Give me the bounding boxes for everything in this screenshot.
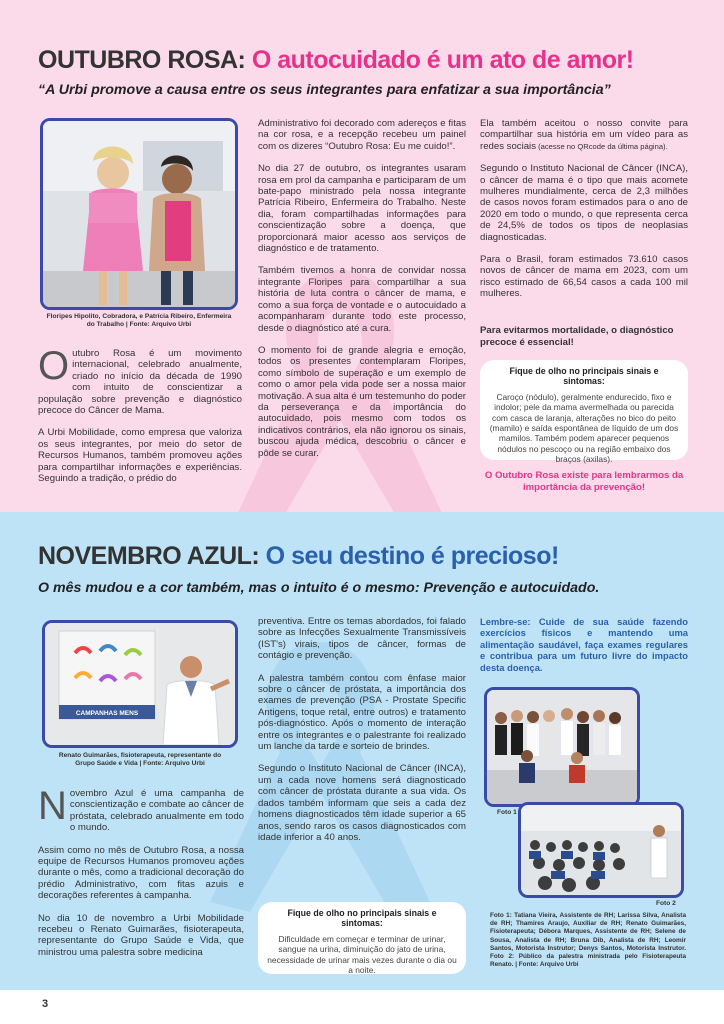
outubro-column-1: Outubro Rosa é um movimento internacional, celebrado anualmente, criado no início da década de 1990 com intuito de conscientizar a população sobre prevenção e diagnóstico precoce do Câncer de Mama. A Urbi Mobilidade, como empresa que valoriza os seus integrantes, por meio do setor de Recursos Humanos, também promoveu ações para compartilhar informações e experiências. Seguindo a tradição, o prédio do [38, 344, 242, 485]
page-footer [0, 990, 724, 1024]
banner-text: CAMPANHAS MENS [75, 710, 139, 717]
callout-title: Fique de olho no principais sinais e sintomas: [287, 908, 437, 929]
outubro-title: OUTUBRO ROSA: O autocuidado é um ato de amor! [38, 46, 634, 74]
callout-body: Dificuldade em começar e terminar de urinar, sangue na urina, diminuição do jato de urina, necessidade de urinar mais vezes durante o dia ou a noite. [267, 933, 457, 976]
photo-credits: Foto 1: Tatiana Vieira, Assistente de RH; Larissa Silva, Analista de RH; Thamires Araujo, Auxiliar de RH; Renato Guimarães, Fisioterapeuta; Débora Marques, Assistente de RH; Selene de Sousa, Analista de RH; Bruna Dib, Analista de RH; Leomir Santos, Motorista Instrutor; Denys Santos, Motorista Instrutor. Foto 2: Público da palestra ministrada pelo Fisioterapeuta Renato. | Fonte: Arquivo Urbi [490, 912, 686, 969]
novembro-photo-caption: Renato Guimarães, fisioterapeuta, representante do Grupo Saúde e Vida | Fonte: Arquivo Urbi [58, 752, 222, 768]
speaker-photo [45, 623, 235, 745]
drop-cap: O [38, 344, 70, 388]
outubro-emphasis: Para evitarmos mortalidade, o diagnóstico precoce é essencial! [480, 325, 674, 348]
drop-cap: N [38, 784, 67, 828]
page-number: 3 [42, 998, 49, 1010]
team-photo [487, 690, 637, 804]
callout-title: Fique de olho no principais sinais e sintomas: [509, 366, 659, 387]
novembro-reminder: Lembre-se: Cuide de sua saúde fazendo exercícios físicos e mantendo uma alimentação saudável, faça exames regulares e contribua para um futuro livre do impacto desta doença. [480, 616, 688, 673]
outubro-photo-caption: Floripes Hipolito, Cobradora, e Patrícia Ribeiro, Enfermeira do Trabalho | Fonte: Arquivo Urbi [46, 313, 232, 329]
outubro-symptoms-callout [480, 360, 688, 465]
two-women-photo [43, 121, 235, 307]
novembro-subtitle: O mês mudou e a cor também, mas o intuito é o mesmo: Prevenção e autocuidado. [38, 580, 600, 596]
outubro-column-2: Administrativo foi decorado com adereços e fitas na cor rosa, e a recepção recebeu um painel com os dizeres “Outubro Rosa: Eu me cuido!”. No dia 27 de outubro, os integrantes usaram rosa em prol da campanha e participaram de um bate-papo ministrado pela nossa integrante Patrícia Ribeiro, Enfermeira do Trabalho. Neste dia, foram compartilhadas informações para conscientização sobre a doença, que proporcionará maior acesso aos serviços de diagnóstico e de tratamento. Também tivemos a honra de convidar nossa integrante Floripes para compartilhar a sua história de luta contra o câncer de mama, e como a sua força de vontade e o autocuidado a acompanharam durante todo este processo, desde o diagnóstico até a cura. O momento foi de grande alegria e emoção, todos os presentes contemplaram Floripes, como símbolo de superação e um exemplo de como o amor pela vida pode ser a nossa maior motivação. A sua alta é um testemunho do poder da perseverança e da importância do autocuidado, pois mesmo com todos os indicativos contrários, ela não ignorou os sinais, buscou ajuda médica, descobriu o câncer e pôde se curar. [258, 118, 466, 459]
outubro-column-3: Ela também aceitou o nosso convite para compartilhar sua história em um vídeo para as redes sociais (acesse no QRcode da última página). Segundo o Instituto Nacional de Câncer (INCA), o câncer de mama é o tipo que mais acomete mulheres mundialmente, cerca de 2,3 milhões de casos novos foram estimados para o ano de 2020 em todo o mundo, o que representa cerca de 24,5% de todos os tipos de neoplasias diagnosticadas. Para o Brasil, foram estimados 73.610 casos novos de câncer de mama em 2023, com um risco estimado de 66,54 casos a cada 100 mil mulheres. [480, 118, 688, 300]
novembro-title: NOVEMBRO AZUL: O seu destino é precioso! [38, 542, 559, 570]
foto-1-label: Foto 1 [497, 809, 517, 816]
novembro-photo-1 [484, 687, 640, 807]
novembro-photo [42, 620, 238, 748]
novembro-photo-2 [518, 802, 684, 898]
novembro-column-2: preventiva. Entre os temas abordados, foi falado sobre as Infecções Sexualmente Transmissíveis (IST's) virais, tipos de câncer, formas de contágio e prevenção. A palestra também contou com ênfase maior sobre o câncer de próstata, a importância dos exames de prevenção (PSA - Prostate Specific Antigens, toque retal, entre outros) e tratamento pós-diagnóstico. Após o momento de interação entre os integrantes e o palestrante foi realizado um lanche da tarde e sorteio de brindes. Segundo o Instituto Nacional de Câncer (INCA), um a cada nove homens será diagnosticado com câncer de próstata durante a sua vida. Os dados também informam que seis a cada dez homens diagnosticados têm idade superior a 65 anos, sendo raros os casos diagnosticados com idade inferior a 40 anos. [258, 616, 466, 843]
audience-photo [521, 805, 681, 895]
novembro-symptoms-callout [258, 902, 466, 974]
outubro-subtitle: “A Urbi promove a causa entre os seus integrantes para enfatizar a sua importância” [38, 82, 611, 98]
novembro-column-1: Novembro Azul é uma campanha de conscientização e combate ao câncer de próstata, celebrado anualmente em todo o mundo. Assim como no mês de Outubro Rosa, a nossa equipe de Recursos Humanos promoveu ações durante o mês, como a tradicional decoração do prédio Administrativo, com fitas azuis e decorações referentes à campanha. No dia 10 de novembro a Urbi Mobilidade recebeu o Renato Guimarães, fisioterapeuta, representante do Grupo Saúde e Vida, que ministrou uma palestra sobre medicina [38, 784, 244, 958]
novembro-azul-section [0, 512, 724, 1024]
callout-body: Caroço (nódulo), geralmente endurecido, fixo e indolor; pele da mama avermelhada ou parecida com casca de laranja, alterações no bico do peito (mamilo) e saída espontânea de líquido de um dos mamilos. Também podem aparecer pequenos nódulos no pescoço ou na região embaixo dos braços (axilas). [489, 391, 679, 465]
outubro-closing: O Outubro Rosa existe para lembrarmos da importância da prevenção! [484, 470, 684, 493]
foto-2-label: Foto 2 [656, 900, 676, 907]
outubro-photo [40, 118, 238, 310]
